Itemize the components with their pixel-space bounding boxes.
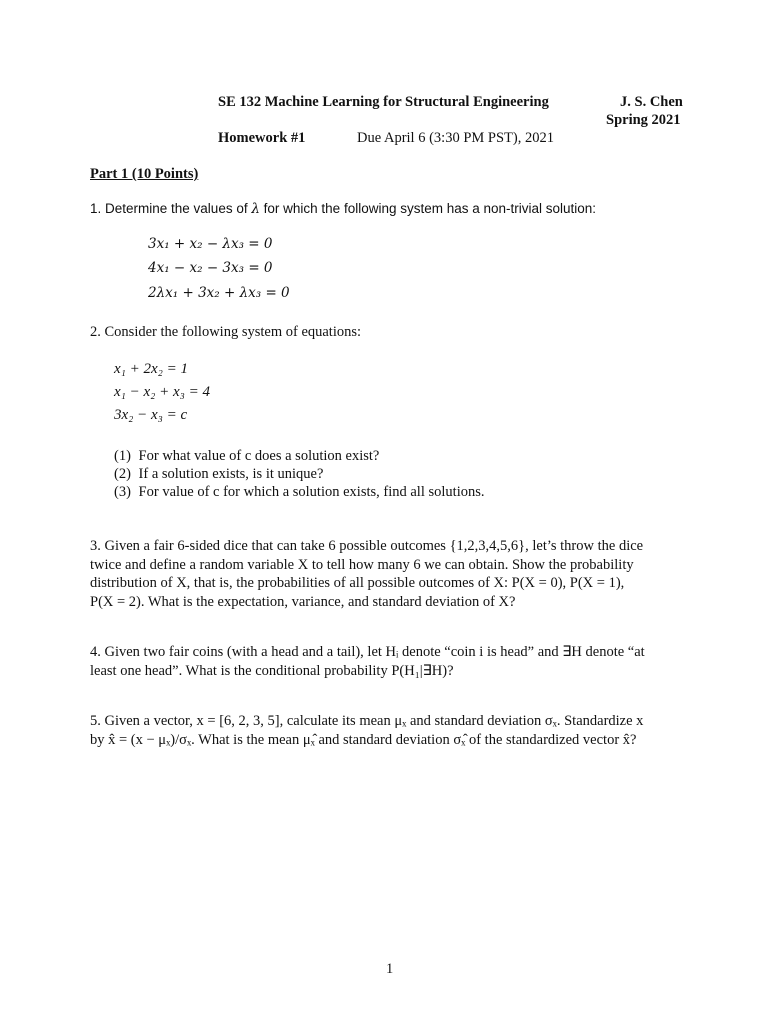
q1-equation: 4x₁ − x₂ − 3x₃ = 0 xyxy=(148,260,273,276)
q1-equation: 2λx₁ + 3x₂ + λx₃ = 0 xyxy=(148,285,290,301)
q2-subquestion xyxy=(114,465,323,483)
question-1-text-a: 1. Determine the values of xyxy=(90,201,252,216)
subquestion-number: (1) xyxy=(114,448,131,464)
question-4 xyxy=(90,643,690,680)
q2-equation: 3x₂ − x₃ = c xyxy=(114,407,188,423)
subquestion-text: For what value of c does a solution exist? xyxy=(138,448,380,464)
question-1-text-b: for which the following system has a non-trivial solution: xyxy=(259,201,597,216)
question-5-line: 5. Given a vector, x = [6, 2, 3, 5], calculate its mean μₓ and standard deviation σₓ. Standardize x xyxy=(90,713,644,729)
question-3-line: P(X = 2). What is the expectation, variance, and standard deviation of X? xyxy=(90,593,516,610)
subquestion-text: For value of c for which a solution exists, find all solutions. xyxy=(138,484,485,500)
term: Spring 2021 xyxy=(606,112,681,128)
question-1-prompt xyxy=(90,201,596,217)
page-number: 1 xyxy=(386,961,394,977)
q2-subquestion xyxy=(114,483,485,501)
q2-equation: x₁ − x₂ + x₃ = 4 xyxy=(114,384,210,400)
subquestion-text: If a solution exists, is it unique? xyxy=(138,466,324,482)
q1-equation: 3x₁ + x₂ − λx₃ = 0 xyxy=(148,236,273,252)
question-3-line: 3. Given a fair 6-sided dice that can take 6 possible outcomes {1,2,3,4,5,6}, let’s throw the dice xyxy=(90,538,644,554)
instructor-name: J. S. Chen xyxy=(620,94,683,110)
due-date: Due April 6 (3:30 PM PST), 2021 xyxy=(357,130,554,146)
subquestion-number: (3) xyxy=(114,484,131,500)
question-2-prompt: 2. Consider the following system of equations: xyxy=(90,324,362,340)
subquestion-number: (2) xyxy=(114,466,131,482)
question-5-line: by x̂ = (x − μₓ)/σₓ. What is the mean μₓ̂ and standard deviation σₓ̂ of the standardized vector x̂? xyxy=(90,731,637,748)
q2-subquestion xyxy=(114,447,379,465)
question-3 xyxy=(90,537,690,611)
course-title: SE 132 Machine Learning for Structural Engineering xyxy=(218,94,549,110)
q2-equation: x₁ + 2x₂ = 1 xyxy=(114,361,188,377)
question-4-line: 4. Given two fair coins (with a head and a tail), let Hᵢ denote “coin i is head” and ∃H denote “at xyxy=(90,644,645,660)
question-3-line: distribution of X, that is, the probabilities of all possible outcomes of X: P(X = 0), P(X = 1), xyxy=(90,575,625,591)
lambda-symbol: λ xyxy=(251,201,260,217)
question-4-line: least one head”. What is the conditional probability P(H₁|∃H)? xyxy=(90,662,454,679)
question-3-line: twice and define a random variable X to tell how many 6 we can obtain. Show the probability xyxy=(90,556,634,573)
question-5 xyxy=(90,712,690,749)
homework-title: Homework #1 xyxy=(218,130,306,146)
part-title: Part 1 (10 Points) xyxy=(90,166,199,182)
